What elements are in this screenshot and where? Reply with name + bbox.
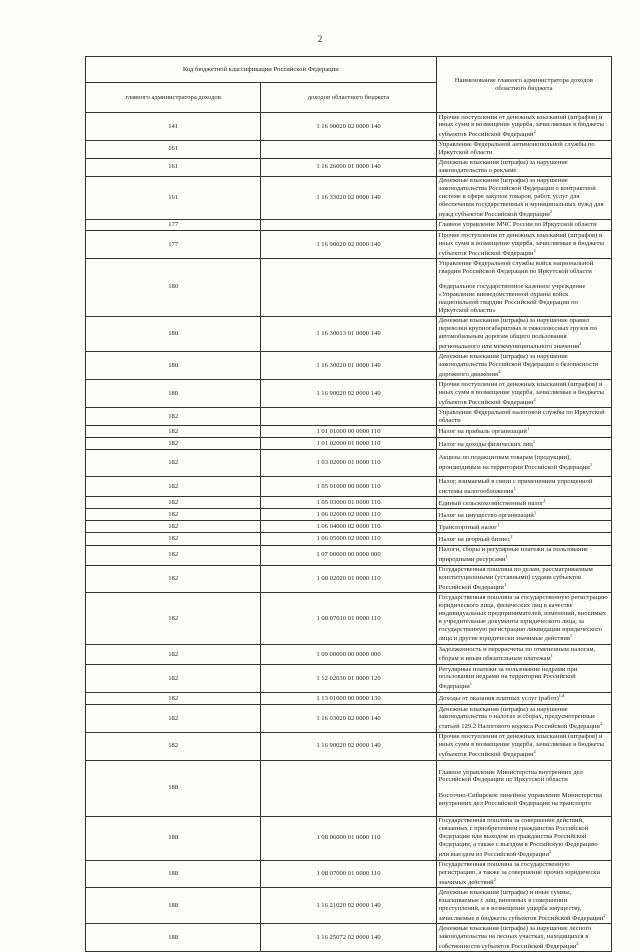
footnote-marker: 2	[549, 208, 553, 214]
table-row	[86, 380, 612, 408]
admin-code-cell: 188	[86, 816, 261, 860]
income-code-cell: 1 16 90020 02 0000 140	[261, 732, 436, 760]
income-code-cell: 1 08 07010 01 0000 110	[261, 593, 436, 645]
footnote-marker: 1	[503, 581, 507, 587]
table-row	[86, 533, 612, 545]
admin-code-cell: 180	[86, 380, 261, 408]
admin-name-cell	[436, 113, 611, 141]
admin-name-text: Денежные взыскания (штрафы) за нарушение законодательства Российской Федерации о безопасности дорожного движения	[438, 352, 599, 378]
table-row	[86, 425, 612, 437]
income-code-cell: 1 08 02020 01 0000 110	[261, 565, 436, 593]
admin-code-cell: 182	[86, 425, 261, 437]
income-code-cell	[261, 408, 436, 426]
admin-code-cell: 188	[86, 888, 261, 924]
admin-name-cell	[436, 140, 611, 158]
admin-code-cell: 182	[86, 705, 261, 733]
income-code-cell: 1 16 21020 02 0000 140	[261, 888, 436, 924]
table-row	[86, 888, 612, 924]
table-row	[86, 158, 612, 176]
table-row	[86, 113, 612, 141]
admin-code-cell: 182	[86, 732, 261, 760]
income-code-cell	[261, 259, 436, 316]
admin-name-text: Акцизы по подакцизным товарам (продукции), производимым на территории Российской Федерации	[438, 454, 590, 472]
admin-code-cell: 180	[86, 259, 261, 316]
admin-name-cell	[436, 231, 611, 259]
admin-code-cell: 161	[86, 176, 261, 220]
income-code-cell: 1 16 26000 01 0000 140	[261, 158, 436, 176]
admin-name-cell	[436, 176, 611, 220]
admin-code-cell: 161	[86, 158, 261, 176]
admin-name-cell	[436, 732, 611, 760]
admin-name-cell	[436, 316, 611, 352]
admin-name-cell	[436, 545, 611, 565]
footnote-marker: 2	[533, 749, 536, 755]
footnote-marker: 1	[469, 681, 473, 687]
admin-name-cell	[436, 497, 611, 509]
admin-name-cell	[436, 259, 611, 316]
admin-code-cell: 182	[86, 692, 261, 704]
admin-name-text: Прочие поступления от денежных взысканий (штрафов) и иных сумм в возмещение ущерба, зачисляемые в бюджеты субъектов Российской Федерации	[438, 113, 604, 139]
admin-name-text: Прочие поступления от денежных взысканий (штрафов) и иных сумм в возмещение ущерба, зачисляемые в бюджеты субъектов Российской Федерации	[438, 380, 604, 406]
footnote-marker: 2	[510, 533, 513, 539]
admin-name-cell	[436, 380, 611, 408]
admin-name-cell	[436, 645, 611, 665]
admin-name-text: Налог, взимаемый в связи с применением упрощенной системы налогообложения	[438, 477, 593, 495]
admin-name-cell	[436, 477, 611, 497]
admin-code-cell: 182	[86, 545, 261, 565]
income-code-cell: 1 16 30013 01 0000 140	[261, 316, 436, 352]
admin-code-cell: 180	[86, 352, 261, 380]
admin-name-text: Доходы от оказания платных услуг (работ)	[438, 695, 559, 703]
admin-name-cell	[436, 665, 611, 693]
footnote-marker: 2	[533, 396, 536, 402]
admin-name-cell	[436, 352, 611, 380]
admin-code-cell: 188	[86, 860, 261, 888]
admin-code-cell: 182	[86, 521, 261, 533]
admin-name-text: Управление Федеральной антимонопольной службы по Иркутской области	[438, 141, 595, 157]
admin-name-cell	[436, 888, 611, 924]
income-code-cell: 1 16 90020 02 0000 140	[261, 113, 436, 141]
footnote-marker: 2	[549, 848, 552, 854]
income-code-cell: 1 08 07000 01 0000 110	[261, 860, 436, 888]
income-code-cell: 1 16 25072 02 0000 140	[261, 924, 436, 952]
admin-code-cell: 182	[86, 565, 261, 593]
income-code-cell: 1 06 02000 02 0000 110	[261, 509, 436, 521]
footnote-marker: 1	[505, 553, 508, 559]
admin-name-text: Денежные взыскания (штрафы) за нарушение законодательства о налогах и сборах, предусмотренные статьей 129.2 Налогового кодекса Российской Федерации	[438, 705, 600, 731]
income-code-cell: 1 01 02000 01 0000 110	[261, 438, 436, 450]
admin-name-cell	[436, 533, 611, 545]
header-admin-code: главного администратора доходов	[86, 83, 261, 113]
admin-code-cell: 180	[86, 316, 261, 352]
income-code-cell: 1 05 01000 00 0000 110	[261, 477, 436, 497]
admin-name-cell	[436, 760, 611, 816]
admin-code-cell: 182	[86, 509, 261, 521]
admin-name-text: Налог на прибыль организаций	[438, 428, 527, 436]
footnote-marker: 1,4	[558, 693, 565, 699]
table-row	[86, 593, 612, 645]
admin-name-text: Налог на игорный бизнес	[438, 536, 511, 544]
table-row	[86, 176, 612, 220]
admin-name-cell	[436, 593, 611, 645]
admin-code-cell: 182	[86, 438, 261, 450]
table-row	[86, 316, 612, 352]
admin-code-cell: 141	[86, 113, 261, 141]
table-row	[86, 259, 612, 316]
admin-name-cell	[436, 521, 611, 533]
admin-name-text: Государственная пошлина за государственную регистрацию, а также за совершение прочих юридически значимых действий	[438, 861, 600, 887]
footnote-marker: 2	[533, 129, 536, 135]
admin-name-text: Налог на доходы физических лиц	[438, 440, 533, 448]
footnote-marker: 1	[532, 438, 536, 444]
income-code-cell: 1 16 33020 02 0000 140	[261, 176, 436, 220]
footnote-marker: 1	[543, 497, 546, 503]
footnote-marker: 2	[599, 721, 603, 727]
table-row	[86, 545, 612, 565]
footnote-marker: 2	[579, 340, 582, 346]
admin-name-text: Прочие поступления от денежных взысканий (штрафов) и иных сумм в возмещение ущерба, зачисляемые в бюджеты субъектов Российской Федерации	[438, 231, 604, 257]
admin-name-text: Денежные взыскания (штрафы) за нарушение правил перевозки крупногабаритных и тяжеловесных грузов по автомобильным дорогам общего пользования регионального или межмуниципального значения	[438, 317, 597, 350]
footnote-marker: 1	[496, 521, 500, 527]
admin-name-text: Денежные взыскания (штрафы) за нарушение законодательства Российской Федерации о контрактной системе в сфере закупок товаров, работ, услуг для обеспечения государственных и муниципальных нужд для нужд субъектов Российской Федерации	[438, 177, 604, 218]
table-row	[86, 509, 612, 521]
table-row	[86, 220, 612, 231]
header-income-code: доходов областного бюджета	[261, 83, 436, 113]
admin-name-cell	[436, 438, 611, 450]
admin-code-cell: 182	[86, 408, 261, 426]
footnote-marker: 1	[550, 653, 553, 659]
income-code-cell: 1 16 90020 02 0000 140	[261, 231, 436, 259]
table-row	[86, 352, 612, 380]
admin-code-cell: 182	[86, 450, 261, 477]
table-row	[86, 408, 612, 426]
footnote-marker: 1	[526, 426, 530, 432]
table-row	[86, 692, 612, 704]
admin-code-cell: 182	[86, 533, 261, 545]
admin-code-cell: 188	[86, 924, 261, 952]
admin-name-text: Главное управление МЧС России по Иркутской области	[438, 221, 597, 229]
income-code-cell: 1 13 01000 00 0000 130	[261, 692, 436, 704]
income-code-cell	[261, 220, 436, 231]
table-row	[86, 140, 612, 158]
income-code-cell: 1 01 01000 00 0000 110	[261, 425, 436, 437]
admin-name-text: Налоги, сборы и регулярные платежи за пользование природными ресурсами	[438, 546, 588, 564]
table-row	[86, 924, 612, 952]
table-row	[86, 732, 612, 760]
admin-name-text: Денежные взыскания (штрафы) за нарушение законодательства о рекламе	[438, 159, 568, 175]
admin-code-cell: 177	[86, 220, 261, 231]
income-code-cell: 1 06 05000 02 0000 110	[261, 533, 436, 545]
admin-name-cell	[436, 565, 611, 593]
table-row	[86, 665, 612, 693]
admin-name-text: Денежные взыскания (штрафы) за нарушение лесного законодательства на лесных участках, находящихся в собственности субъектов Российской Федерации	[438, 924, 592, 950]
table-row	[86, 760, 612, 816]
admin-name-text: Регулярные платежи за пользование недрами при пользовании недрами на территории Российской Федерации	[438, 665, 578, 691]
income-code-cell: 1 16 03020 02 0000 140	[261, 705, 436, 733]
admin-code-cell: 177	[86, 231, 261, 259]
income-code-cell: 1 09 00000 00 0000 000	[261, 645, 436, 665]
table-body	[86, 113, 612, 952]
admin-name-cell	[436, 924, 611, 952]
footnote-marker: 1	[533, 509, 537, 515]
admin-name-text: Государственная пошлина по делам, рассматриваемым конституционными (уставными) судами субъектов Российской Федерации	[438, 566, 593, 591]
admin-name-cell	[436, 860, 611, 888]
table-row	[86, 231, 612, 259]
table-row	[86, 497, 612, 509]
admin-name-cell	[436, 705, 611, 733]
income-code-cell: 1 08 06000 01 0000 110	[261, 816, 436, 860]
admin-name-cell	[436, 425, 611, 437]
footnote-marker: 2	[493, 876, 496, 882]
budget-classification-table	[85, 56, 612, 952]
admin-name-text: Государственная пошлина за совершение действий, связанных с приобретением гражданства Российской Федерации или выходом из гражданства Российской Федерации, а также с въездом в Российскую Федерацию или выездом из Российской Федерации	[438, 817, 598, 859]
admin-name-text: Главное управление Министерства внутренних дел Российской Федерации по Иркутской области Восточно-Сибирское линейное управление Министерства внутренних дел Российской Федерации на транспорте	[438, 768, 603, 808]
admin-name-text: Управление Федеральной службы войск национальной гвардии Российской Федерации по Иркутской области Федеральное государственное казенное учреждение «Управление вневедомственной охраны войск национальной гвардии Российской Федерации по Иркутской области»	[438, 259, 594, 315]
admin-name-text: Транспортный налог	[438, 524, 497, 531]
table-row	[86, 860, 612, 888]
income-code-cell	[261, 140, 436, 158]
income-code-cell: 1 03 02000 01 0000 110	[261, 450, 436, 477]
income-code-cell: 1 06 04000 02 0000 110	[261, 521, 436, 533]
table-row	[86, 705, 612, 733]
income-code-cell: 1 12 02030 01 0000 120	[261, 665, 436, 693]
footnote-marker: 1	[589, 462, 593, 468]
admin-name-text: Единый сельскохозяйственный налог	[438, 499, 544, 507]
admin-name-cell	[436, 220, 611, 231]
table-row	[86, 565, 612, 593]
table-row	[86, 645, 612, 665]
table-row	[86, 450, 612, 477]
income-code-cell: 1 16 90020 02 0000 140	[261, 380, 436, 408]
admin-code-cell: 182	[86, 645, 261, 665]
admin-name-cell	[436, 692, 611, 704]
admin-name-cell	[436, 509, 611, 521]
admin-name-text: Управление Федеральной налоговой службы по Иркутской области	[438, 408, 605, 424]
footnote-marker: 1	[513, 485, 516, 491]
income-code-cell: 1 07 00000 00 0000 000	[261, 545, 436, 565]
admin-name-cell	[436, 450, 611, 477]
table-row	[86, 477, 612, 497]
income-code-cell: 1 16 30020 01 0000 140	[261, 352, 436, 380]
admin-name-text: Прочие поступления от денежных взысканий (штрафов) и иных сумм в возмещение ущерба, зачисляемые в бюджеты субъектов Российской Федерации	[438, 733, 604, 759]
table-row	[86, 521, 612, 533]
footnote-marker: 2	[533, 247, 536, 253]
admin-name-cell	[436, 816, 611, 860]
footnote-marker: 1	[569, 633, 573, 639]
admin-code-cell: 188	[86, 760, 261, 816]
income-code-cell: 1 05 03000 01 0000 110	[261, 497, 436, 509]
page-number: 2	[317, 34, 323, 44]
footnote-marker: 2	[498, 368, 501, 374]
income-code-cell	[261, 760, 436, 816]
header-classification: Код бюджетной классификации Российской Федерации	[86, 57, 437, 83]
header-admin-name: Наименование главного администратора доходов областного бюджета	[436, 57, 611, 113]
footnote-marker: 2	[603, 912, 606, 918]
table-row	[86, 438, 612, 450]
admin-name-text: Задолженность и перерасчеты по отмененным налогам, сборам и иным обязательным платежам	[438, 645, 596, 663]
admin-code-cell: 161	[86, 140, 261, 158]
table-row	[86, 816, 612, 860]
admin-name-text: Денежные взыскания (штрафы) и иные суммы, взыскиваемые с лиц, виновных в совершении преступлений, и в возмещение ущерба имуществу, зачисляемые в бюджеты субъектов Российской Федерации	[438, 888, 604, 922]
admin-code-cell: 182	[86, 497, 261, 509]
footnote-marker: 2	[576, 940, 579, 946]
admin-code-cell: 182	[86, 477, 261, 497]
admin-code-cell: 182	[86, 665, 261, 693]
admin-name-text: Государственная пошлина за государственную регистрацию юридического лица, физических лиц в качестве индивидуальных предпринимателей, изменений, вносимых в учредительные документы юридического лица, за государственную регистрацию ликвидации юридического лица и другие юридически значимые действия	[438, 593, 608, 643]
admin-name-cell	[436, 158, 611, 176]
admin-code-cell: 182	[86, 593, 261, 645]
admin-name-cell	[436, 408, 611, 426]
admin-name-text: Налог на имущество организаций	[438, 511, 534, 519]
